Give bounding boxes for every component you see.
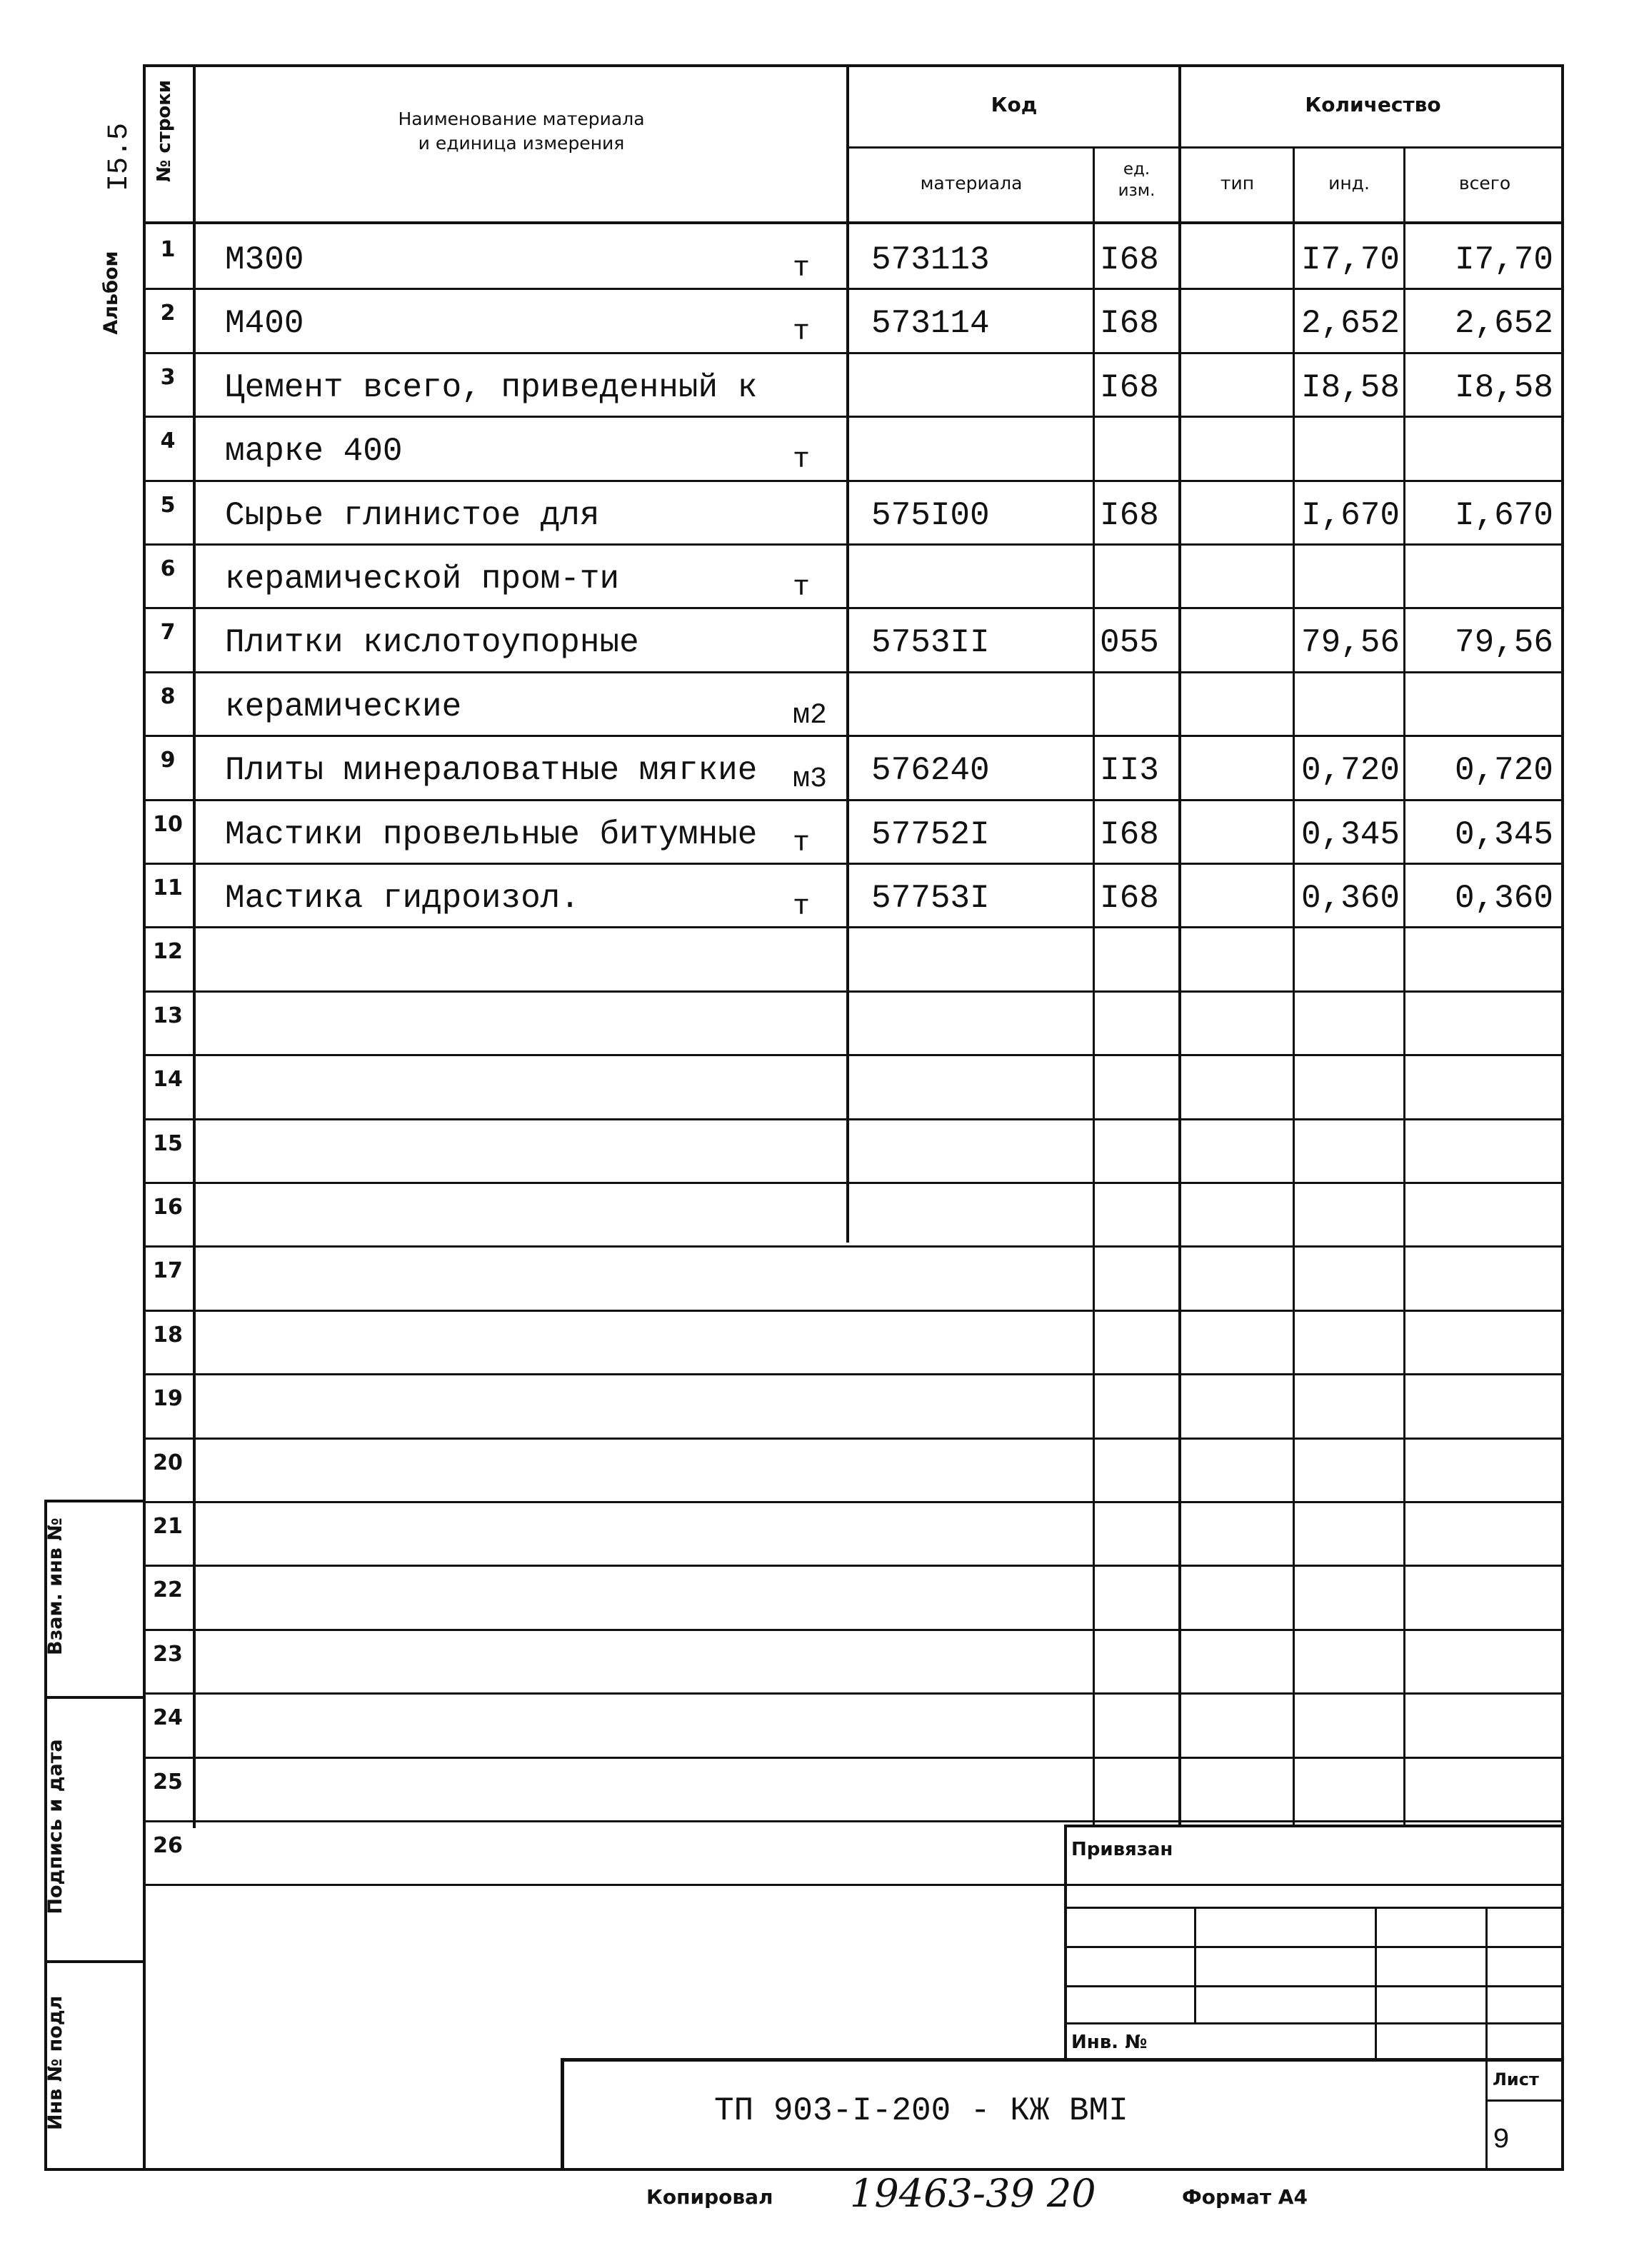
- material-name: Плиты минераловатные мягкие: [225, 752, 758, 789]
- material-unit: т: [793, 891, 811, 923]
- material-name: керамической пром-ти: [225, 561, 620, 598]
- qty-ind: I7,70: [1300, 241, 1400, 279]
- sheet-label: Лист: [1493, 2069, 1539, 2089]
- unit-code: I68: [1100, 880, 1159, 917]
- document-title: ТП 903-I-200 - КЖ ВМI: [714, 2092, 1128, 2129]
- stamp-vzam-label: Взам. инв №: [44, 1517, 66, 1655]
- qty-ind-header: инд.: [1328, 173, 1370, 194]
- row-number: 8: [160, 684, 176, 709]
- quantity-header: Количество: [1305, 93, 1441, 116]
- material-code: 576240: [871, 752, 990, 789]
- row-number: 5: [160, 493, 176, 518]
- qty-ind: 0,360: [1300, 880, 1400, 917]
- material-unit: м2: [793, 700, 828, 732]
- row-number: 12: [153, 939, 183, 964]
- qty-total: 79,56: [1454, 624, 1553, 661]
- material-name: М400: [225, 305, 304, 342]
- inv-no-label: Инв. №: [1071, 2032, 1148, 2053]
- qty-total: 0,720: [1454, 752, 1553, 789]
- code-header: Код: [991, 93, 1038, 116]
- code-unit-header: ед. изм.: [1118, 160, 1156, 200]
- unit-code: 055: [1100, 624, 1159, 661]
- row-number: 25: [153, 1770, 183, 1795]
- code-material-header: материала: [920, 173, 1023, 194]
- unit-code: I68: [1100, 241, 1159, 279]
- qty-total: 0,360: [1454, 880, 1553, 917]
- qty-total: 2,652: [1454, 305, 1553, 342]
- row-number: 11: [153, 875, 183, 900]
- album-number: I5.5: [104, 123, 136, 192]
- row-number: 24: [153, 1705, 183, 1730]
- material-name: Цемент всего, приведенный к: [225, 369, 758, 406]
- qty-ind: 0,720: [1300, 752, 1400, 789]
- name-header: Наименование материала и единица измерения: [398, 109, 645, 154]
- material-code: 573113: [871, 241, 990, 279]
- material-unit: т: [793, 316, 811, 348]
- row-number: 22: [153, 1577, 183, 1602]
- material-code: 573114: [871, 305, 990, 342]
- qty-total: 0,345: [1454, 816, 1553, 853]
- material-unit: т: [793, 444, 811, 476]
- qty-ind: I,670: [1300, 497, 1400, 534]
- format-label: Формат А4: [1182, 2185, 1308, 2209]
- qty-ind: 79,56: [1300, 624, 1400, 661]
- row-number: 19: [153, 1386, 183, 1411]
- row-number: 4: [160, 428, 176, 453]
- album-label: Альбом: [100, 251, 122, 335]
- stamp-podpis-label: Подпись и дата: [44, 1739, 66, 1915]
- qty-type-header: тип: [1220, 173, 1255, 194]
- row-number: 13: [153, 1003, 183, 1028]
- material-name: Плитки кислотоупорные: [225, 624, 639, 661]
- unit-code: I68: [1100, 816, 1159, 853]
- material-code: 5753II: [871, 624, 990, 661]
- qty-total: I8,58: [1454, 369, 1553, 406]
- row-number: 18: [153, 1323, 183, 1348]
- material-code: 575I00: [871, 497, 990, 534]
- row-number: 14: [153, 1067, 183, 1092]
- row-number: 7: [160, 620, 176, 645]
- row-number: 21: [153, 1514, 183, 1539]
- row-number: 1: [160, 237, 176, 262]
- material-name: Сырье глинистое для: [225, 497, 600, 534]
- material-name: Мастики провельные битумные: [225, 816, 758, 853]
- qty-ind: 2,652: [1300, 305, 1400, 342]
- row-number: 26: [153, 1833, 183, 1858]
- material-code: 57752I: [871, 816, 990, 853]
- qty-total: I7,70: [1454, 241, 1553, 279]
- stamp-inv-podl-label: Инв № подл: [44, 1995, 66, 2130]
- row-number-header: № строки: [154, 79, 175, 182]
- row-number: 20: [153, 1450, 183, 1475]
- row-number: 10: [153, 812, 183, 837]
- unit-code: I68: [1100, 369, 1159, 406]
- material-unit: т: [793, 828, 811, 860]
- privyazan-label: Привязан: [1071, 1839, 1173, 1860]
- row-number: 2: [160, 301, 176, 326]
- row-number: 15: [153, 1131, 183, 1156]
- qty-total: I,670: [1454, 497, 1553, 534]
- qty-ind: 0,345: [1300, 816, 1400, 853]
- row-number: 9: [160, 748, 176, 773]
- material-name: М300: [225, 241, 304, 279]
- row-number: 16: [153, 1195, 183, 1220]
- material-name: керамические: [225, 688, 462, 726]
- material-code: 57753I: [871, 880, 990, 917]
- unit-code: I68: [1100, 497, 1159, 534]
- material-unit: т: [793, 253, 811, 285]
- material-name: Мастика гидроизол.: [225, 880, 580, 917]
- material-name: марке 400: [225, 433, 403, 470]
- qty-ind: I8,58: [1300, 369, 1400, 406]
- sheet-number: 9: [1493, 2124, 1510, 2157]
- copy-handwritten-number: 19463-39 20: [850, 2171, 1096, 2216]
- row-number: 3: [160, 365, 176, 390]
- row-number: 23: [153, 1642, 183, 1667]
- unit-code: II3: [1100, 752, 1159, 789]
- unit-code: I68: [1100, 305, 1159, 342]
- row-number: 6: [160, 556, 176, 581]
- material-unit: м3: [793, 763, 828, 796]
- copied-label: Копировал: [646, 2185, 773, 2209]
- material-unit: т: [793, 572, 811, 604]
- row-number: 17: [153, 1258, 183, 1283]
- qty-total-header: всего: [1458, 173, 1511, 194]
